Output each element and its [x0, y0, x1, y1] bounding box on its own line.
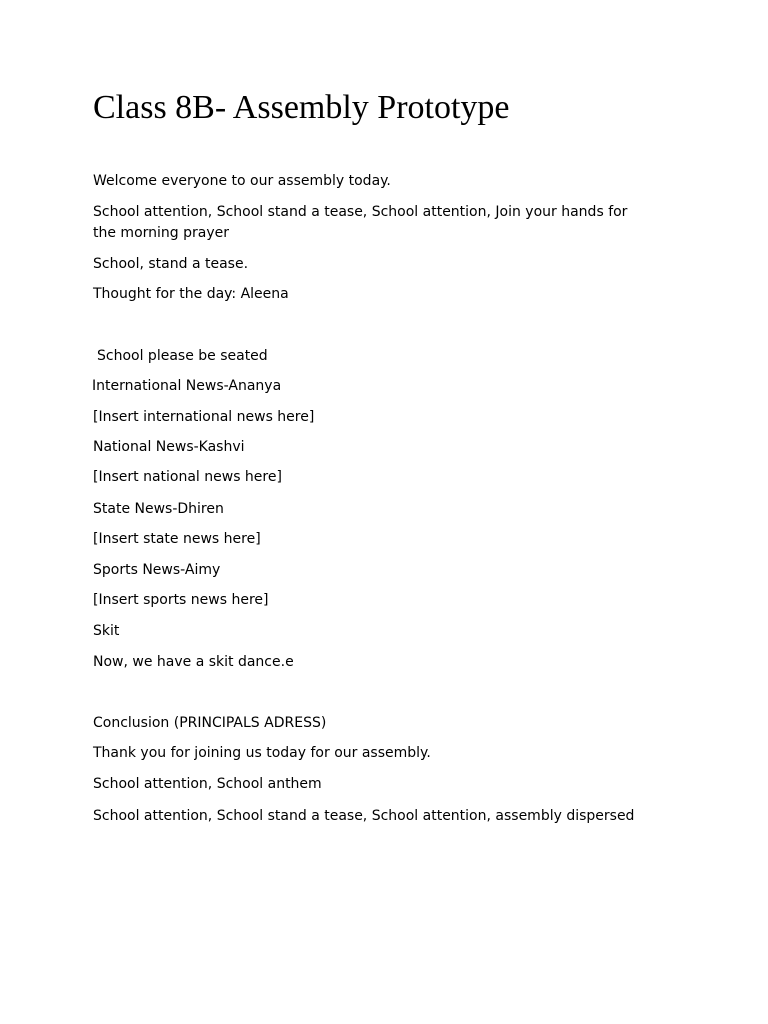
skit-heading: Skit	[93, 623, 120, 639]
school-anthem-line: School attention, School anthem	[93, 776, 322, 792]
welcome-line: Welcome everyone to our assembly today.	[93, 173, 391, 189]
sports-news-placeholder: [Insert sports news here]	[93, 592, 269, 608]
stand-at-ease-line: School, stand a tease.	[93, 256, 249, 272]
assembly-dispersed-line: School attention, School stand a tease, School attention, assembly dispersed	[93, 808, 635, 824]
thank-you-line: Thank you for joining us today for our assembly.	[93, 745, 431, 761]
conclusion-heading: Conclusion (PRINCIPALS ADRESS)	[93, 715, 327, 731]
national-news-heading: National News-Kashvi	[93, 439, 245, 455]
thought-for-the-day-line: Thought for the day: Aleena	[93, 286, 289, 302]
national-news-placeholder: [Insert national news here]	[93, 469, 282, 485]
international-news-placeholder: [Insert international news here]	[93, 409, 315, 425]
state-news-placeholder: [Insert state news here]	[93, 531, 261, 547]
sports-news-heading: Sports News-Aimy	[93, 562, 221, 578]
international-news-heading: International News-Ananya	[92, 378, 282, 394]
state-news-heading: State News-Dhiren	[93, 501, 224, 517]
prayer-instruction-line: School attention, School stand a tease, School attention, Join your hands for the morning prayer	[93, 204, 628, 241]
be-seated-line: School please be seated	[97, 348, 268, 364]
document-title: Class 8B- Assembly Prototype	[93, 89, 510, 126]
skit-line: Now, we have a skit dance.e	[93, 654, 294, 670]
